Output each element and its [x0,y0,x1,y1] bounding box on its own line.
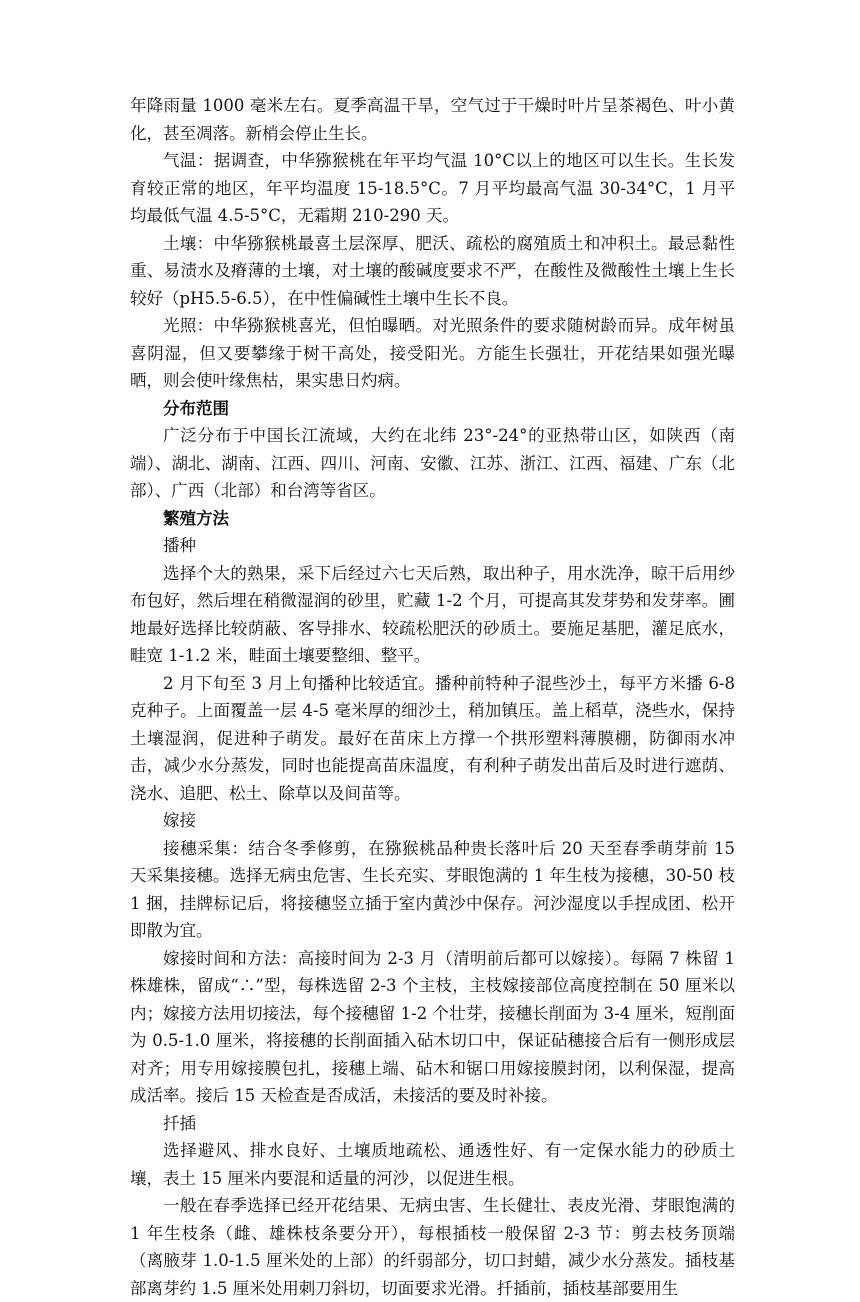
heading-distribution: 分布范围 [163,398,229,418]
paragraph-grafting-2: 嫁接时间和方法：高接时间为 2-3 月（清明前后都可以嫁接）。每隔 7 株留 1 株雄株，留成“∴”型，每株选留 2-3 个主枝，主枝嫁接部位高度控制在 50 厘米以内；嫁接方法用切接法，每个接穗留 1-2 个壮芽，接穗长削面为 3-4 厘米，短削面为 0.5-1.0 厘米，将接穗的长削面插入砧木切口中，保证砧穗接合后有一侧形成层对齐；用专用嫁接膜包扎，接穗上端、砧木和锯口用嫁接膜封闭，以利保湿，提高成活率。接后 15 天检查是否成活，未接活的要及时补接。 [130,948,735,1105]
paragraph-sowing-1: 选择个大的熟果，采下后经过六七天后熟，取出种子，用水洗净，晾干后用纱布包好，然后埋在稍微湿润的砂里，贮藏 1-2 个月，可提高其发芽势和发芽率。圃地最好选择比较荫蔽、客导排水、较疏松肥沃的砂质土。要施足基肥，灌足底水，畦宽 1-1.2 米，畦面土壤要整细、整平。 [130,563,735,665]
heading-propagation: 繁殖方法 [163,508,229,528]
subheading-cutting: 扦插 [163,1113,196,1133]
document-page [130,92,735,1302]
paragraph-grafting-1: 接穗采集：结合冬季修剪，在猕猴桃品种贵长落叶后 20 天至春季萌芽前 15 天采集接穗。选择无病虫危害、生长充实、芽眼饱满的 1 年生枝为接穗，30-50 枝 1 捆，挂牌标记后，将接穗竖立插于室内黄沙中保存。河沙湿度以手捏成团、松开即散为宜。 [130,838,735,940]
paragraph-distribution: 广泛分布于中国长江流域，大约在北纬 23°-24°的亚热带山区，如陕西（南端）、湖北、湖南、江西、四川、河南、安徽、江苏、浙江、江西、福建、广东（北部）、广西（北部）和台湾等省区。 [130,426,735,500]
paragraph-cutting-2: 一般在春季选择已经开花结果、无病虫害、生长健壮、表皮光滑、芽眼饱满的 1 年生枝条（雌、雄株枝条要分开），每根插枝一般保留 2-3 节：剪去枝务顶端（离腋芽 1.0-1.5 厘米处的上部）的纤弱部分，切口封蜡，减少水分蒸发。插枝基部离芽约 1.5 厘米处用刺刀斜切，切面要求光滑。扦插前，插枝基部要用生 [130,1196,735,1298]
paragraph-light: 光照：中华猕猴桃喜光，但怕曝晒。对光照条件的要求随树龄而异。成年树虽喜阴湿，但又要攀缘于树干高处，接受阳光。方能生长强壮，开花结果如强光曝晒，则会使叶缘焦枯，果实患日灼病。 [130,316,735,390]
paragraph-rainfall: 年降雨量 1000 毫米左右。夏季高温干旱，空气过于干燥时叶片呈茶褐色、叶小黄化，甚至凋落。新梢会停止生长。 [130,96,735,143]
paragraph-soil: 土壤：中华猕猴桃最喜土层深厚、肥沃、疏松的腐殖质土和冲积土。最忌黏性重、易渍水及瘠薄的土壤，对土壤的酸碱度要求不严，在酸性及微酸性土壤上生长较好（pH5.5-6.5），在中性偏碱性土壤中生长不良。 [130,233,735,308]
paragraph-temperature: 气温：据调查，中华猕猴桃在年平均气温 10°C以上的地区可以生长。生长发育较正常的地区，年平均温度 15-18.5°C。7 月平均最高气温 30-34°C，1 月平均最低气温 4.5-5°C，无霜期 210-290 天。 [130,151,735,225]
subheading-sowing: 播种 [163,536,196,555]
subheading-grafting: 嫁接 [163,811,196,830]
paragraph-cutting-1: 选择避风、排水良好、土壤质地疏松、通透性好、有一定保水能力的砂质土壤，表土 15 厘米内要混和适量的河沙，以促进生根。 [130,1141,735,1188]
paragraph-sowing-2: 2 月下旬至 3 月上旬播种比较适宜。播种前特种子混些沙土，每平方米播 6-8 克种子。上面覆盖一层 4-5 毫米厚的细沙土，稍加镇压。盖上稻草，浇些水，保持土壤湿润，促进种子萌发。最好在苗床上方撑一个拱形塑料薄膜棚，防御雨水冲击，减少水分蒸发，同时也能提高苗床温度，有利种子萌发出苗后及时进行遮荫、浇水、追肥、松土、除草以及间苗等。 [130,673,735,803]
